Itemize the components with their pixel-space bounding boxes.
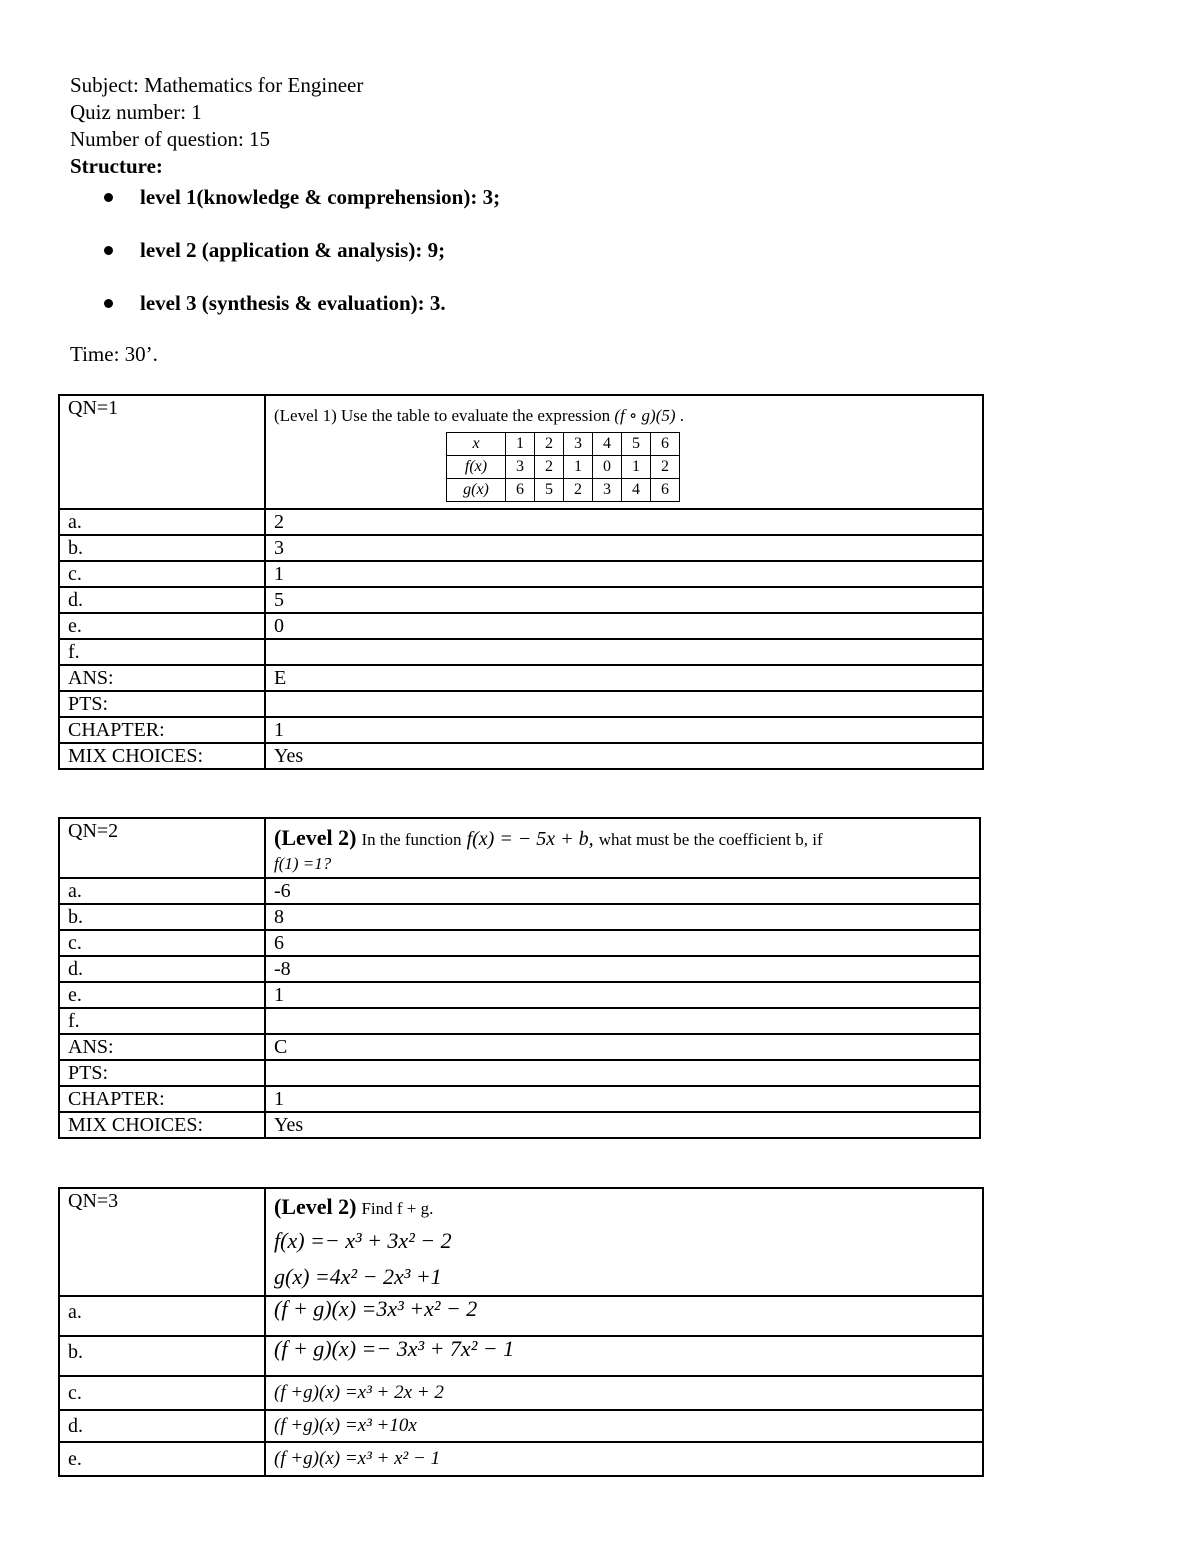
chapter-value: 1 (265, 717, 983, 743)
quiz-number-line: Quiz number: 1 (70, 100, 202, 124)
qn-label: QN=3 (59, 1188, 265, 1296)
fg-table-cell: 1 (506, 433, 535, 456)
chapter-label: CHAPTER: (59, 717, 265, 743)
choice-row (59, 561, 983, 587)
points-label: PTS: (59, 1060, 265, 1086)
choice-label: b. (59, 1336, 265, 1376)
fg-table-cell: 6 (651, 433, 680, 456)
stem-period: . (679, 406, 685, 425)
choice-label: a. (59, 509, 265, 535)
choice-row (59, 878, 980, 904)
level-text: level 3 (synthesis & evaluation): 3. (140, 291, 446, 315)
choice-row (59, 930, 980, 956)
bullet-icon (104, 299, 113, 308)
fg-table-cell: 1 (564, 456, 593, 479)
choice-value: 6 (265, 930, 980, 956)
fg-table-cell: 6 (651, 479, 680, 502)
question-1-table (58, 394, 984, 770)
structure-label: Structure: (70, 154, 163, 178)
choice-row (59, 1296, 983, 1336)
fg-table-header: x (447, 433, 506, 456)
question-count-line: Number of question: 15 (70, 127, 271, 151)
choice-value: 8 (265, 904, 980, 930)
choice-value: -8 (265, 956, 980, 982)
fg-table-cell: 4 (593, 433, 622, 456)
choice-row (59, 613, 983, 639)
choice-value: 2 (265, 509, 983, 535)
fg-table-header: g(x) (447, 479, 506, 502)
question-2-stem (265, 818, 980, 878)
mix-choices-label: MIX CHOICES: (59, 743, 265, 769)
choice-label: d. (59, 587, 265, 613)
choice-row (59, 639, 983, 665)
choice-value (265, 1296, 983, 1336)
choice-value: 3 (265, 535, 983, 561)
choice-expression: (f +g)(x) =x³ +10x (274, 1415, 417, 1436)
choice-value (265, 639, 983, 665)
answer-value: C (265, 1034, 980, 1060)
f-definition: f(x) =− x³ + 3x² − 2 (274, 1228, 452, 1253)
mix-choices-row (59, 1112, 980, 1138)
fg-table-cell: 4 (622, 479, 651, 502)
mix-choices-value: Yes (265, 743, 983, 769)
level-list (70, 184, 500, 343)
points-row (59, 691, 983, 717)
choice-value (265, 1410, 983, 1442)
choice-row (59, 1336, 983, 1376)
fg-table-cell: 6 (506, 479, 535, 502)
choice-value: 1 (265, 561, 983, 587)
choice-row (59, 904, 980, 930)
choice-row (59, 956, 980, 982)
chapter-value: 1 (265, 1086, 980, 1112)
choice-label: b. (59, 535, 265, 561)
level-tag: (Level 2) (274, 1194, 357, 1219)
answer-row (59, 665, 983, 691)
mix-choices-row (59, 743, 983, 769)
answer-value: E (265, 665, 983, 691)
choice-value: 0 (265, 613, 983, 639)
choice-label: c. (59, 1376, 265, 1410)
subject-line: Subject: Mathematics for Engineer (70, 73, 364, 97)
fg-table-header: f(x) (447, 456, 506, 479)
choice-label: c. (59, 561, 265, 587)
choice-label: f. (59, 639, 265, 665)
stem-text: Find f + g. (361, 1199, 434, 1218)
stem-condition: f(1) =1? (274, 854, 332, 873)
points-label: PTS: (59, 691, 265, 717)
mix-choices-value: Yes (265, 1112, 980, 1138)
stem-text: (Level 1) Use the table to evaluate the expression (274, 406, 611, 425)
fg-table-cell: 3 (564, 433, 593, 456)
fg-table-cell: 5 (535, 479, 564, 502)
choice-row (59, 982, 980, 1008)
choice-value: 5 (265, 587, 983, 613)
level-item (70, 237, 500, 290)
choice-label: e. (59, 1442, 265, 1476)
choice-expression: (f + g)(x) =− 3x³ + 7x² − 1 (274, 1336, 515, 1361)
question-3-stem (265, 1188, 983, 1296)
choice-label: e. (59, 613, 265, 639)
fg-table-cell: 2 (564, 479, 593, 502)
points-value (265, 691, 983, 717)
question-2-table (58, 817, 981, 1139)
bullet-icon (104, 246, 113, 255)
level-text: level 1(knowledge & comprehension): 3; (140, 185, 501, 209)
answer-label: ANS: (59, 665, 265, 691)
level-text: level 2 (application & analysis): 9; (140, 238, 446, 262)
fg-table-cell: 3 (506, 456, 535, 479)
choice-row (59, 587, 983, 613)
fg-table-cell: 1 (622, 456, 651, 479)
fg-table-cell: 2 (651, 456, 680, 479)
choice-label: e. (59, 982, 265, 1008)
stem-function: f(x) = − 5x + b, (466, 828, 594, 850)
choice-expression: (f +g)(x) =x³ + 2x + 2 (274, 1382, 444, 1403)
points-value (265, 1060, 980, 1086)
function-value-table (446, 432, 680, 502)
fg-table-cell: 2 (535, 433, 564, 456)
chapter-row (59, 1086, 980, 1112)
choice-expression: (f +g)(x) =x³ + x² − 1 (274, 1448, 441, 1469)
answer-row (59, 1034, 980, 1060)
level-item (70, 290, 500, 343)
choice-row (59, 535, 983, 561)
choice-label: a. (59, 878, 265, 904)
choice-row (59, 1410, 983, 1442)
time-line: Time: 30’. (70, 342, 158, 366)
question-3-table (58, 1187, 984, 1477)
level-item (70, 184, 500, 237)
fg-table-cell: 2 (535, 456, 564, 479)
choice-value: -6 (265, 878, 980, 904)
choice-row (59, 1008, 980, 1034)
bullet-icon (104, 193, 113, 202)
choice-label: c. (59, 930, 265, 956)
stem-expression: (f ∘ g)(5) (614, 406, 676, 425)
choice-value (265, 1336, 983, 1376)
quiz-header (70, 72, 500, 368)
chapter-row (59, 717, 983, 743)
qn-label: QN=2 (59, 818, 265, 878)
choice-row (59, 1376, 983, 1410)
qn-label: QN=1 (59, 395, 265, 509)
choice-value (265, 1376, 983, 1410)
mix-choices-label: MIX CHOICES: (59, 1112, 265, 1138)
choice-value (265, 1442, 983, 1476)
stem-text: In the function (361, 830, 462, 849)
fg-table-cell: 0 (593, 456, 622, 479)
question-1-stem (265, 395, 983, 509)
level-tag: (Level 2) (274, 825, 357, 850)
choice-row (59, 509, 983, 535)
choice-label: b. (59, 904, 265, 930)
choice-value (265, 1008, 980, 1034)
choice-value: 1 (265, 982, 980, 1008)
fg-table-cell: 5 (622, 433, 651, 456)
choice-row (59, 1442, 983, 1476)
points-row (59, 1060, 980, 1086)
choice-label: a. (59, 1296, 265, 1336)
chapter-label: CHAPTER: (59, 1086, 265, 1112)
choice-label: d. (59, 956, 265, 982)
answer-label: ANS: (59, 1034, 265, 1060)
choice-label: d. (59, 1410, 265, 1442)
g-definition: g(x) =4x² − 2x³ +1 (274, 1264, 442, 1289)
choice-expression: (f + g)(x) =3x³ +x² − 2 (274, 1296, 478, 1321)
fg-table-cell: 3 (593, 479, 622, 502)
choice-label: f. (59, 1008, 265, 1034)
stem-text: what must be the coefficient b, if (598, 830, 823, 849)
